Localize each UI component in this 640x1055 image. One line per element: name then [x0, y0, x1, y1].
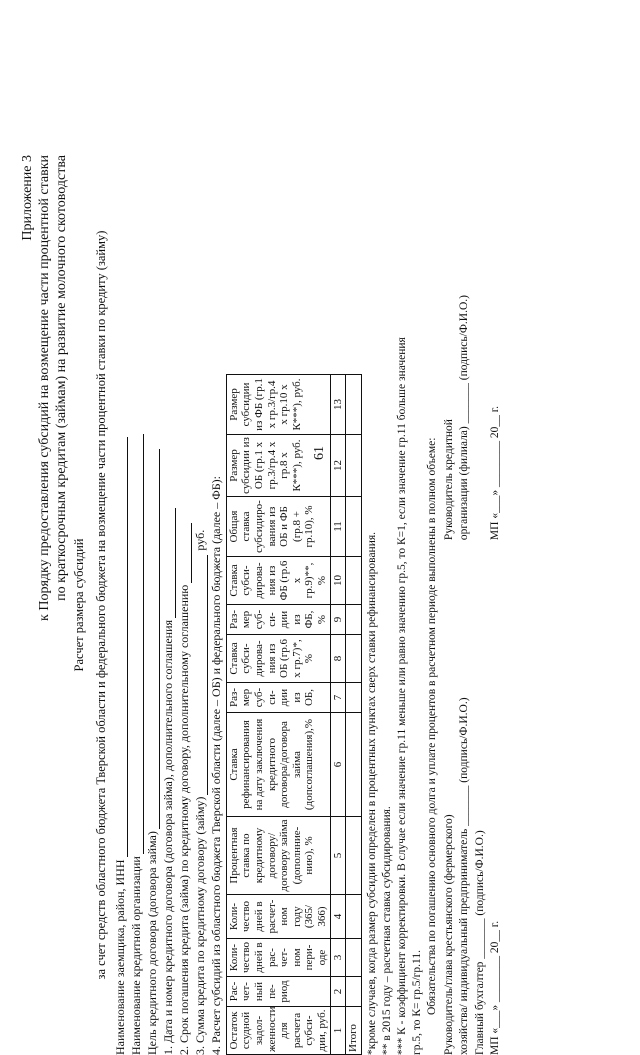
- table-cell: [346, 375, 362, 435]
- field-borrower: [112, 155, 128, 1055]
- column-number: 1: [330, 1007, 346, 1055]
- column-number: 3: [330, 939, 346, 977]
- table-header: Раз-мер суб-си-дии из ОБ,: [226, 683, 330, 713]
- column-number: 10: [330, 557, 346, 605]
- column-number: 6: [330, 713, 346, 817]
- field-label: Наименование заемщика, район, ИНН: [112, 859, 127, 1055]
- fill-line: [195, 555, 208, 795]
- field-purpose: [144, 155, 160, 1055]
- signature-line: организации (филиала) _______ (подпись/Ф.И.О.): [458, 295, 471, 541]
- field-date: [160, 155, 176, 1055]
- calc-title: Расчет размера субсидий: [72, 538, 87, 672]
- subsidy-table: [226, 374, 362, 1055]
- fill-line: [131, 434, 144, 854]
- document-sheet: [20, 155, 620, 1055]
- table-header: Размер субсидии из ФБ (гр.1 х гр.3/гр.4 х гр.10 х К***), руб.: [226, 375, 330, 435]
- table-header: Ставка субси-дирова-ния из ФБ (гр.6 х гр.9)**, %: [226, 557, 330, 605]
- table-cell: [346, 497, 362, 557]
- field-bank: [128, 155, 144, 1055]
- footnotes: [365, 155, 440, 1055]
- table-header: Остаток ссудной задол-женности для расчета субси-дии, руб.: [226, 1007, 330, 1055]
- column-number: 4: [330, 895, 346, 939]
- footnote: *кроме случаев, когда размер субсидии определен в процентных пунктах сверх ставки рефинансирования.: [366, 531, 379, 1055]
- signature-left: [442, 697, 504, 1055]
- column-number: 12: [330, 435, 346, 497]
- fill-line: [115, 437, 128, 857]
- table-header: Коли-чество дней в расчет-ном году (365/ 366): [226, 895, 330, 939]
- table-cell: [346, 683, 362, 713]
- signature-right: [442, 295, 504, 540]
- column-number: 2: [330, 977, 346, 1007]
- field-calc: [208, 155, 224, 1055]
- footnote: *** К - коэффициент корректировки. В случае если значение гр.11 меньше или равно значению гр.5, то К=1, если значение гр.11 больше значения: [395, 337, 408, 1055]
- column-number: 11: [330, 497, 346, 557]
- fill-line: [163, 508, 176, 618]
- field-label: 2. Срок погашения кредита (займа) по кредитному договору, дополнительному соглашению: [176, 584, 191, 1055]
- title-line-1: к Порядку предоставления субсидий на возмещение части процентной ставки: [36, 155, 52, 621]
- field-sum: [192, 155, 208, 1055]
- subtitle: за счет средств областного бюджета Тверской области и федерального бюджета на возмещение части процентной ставки по кредиту (займу): [94, 230, 109, 980]
- signature-line: Главный бухгалтер _______ (подпись/Ф.И.О.): [473, 830, 486, 1055]
- table-header: Рас-чет-ный пе-риод: [226, 977, 330, 1007]
- table-number-row: [330, 375, 346, 1055]
- table-cell: [346, 713, 362, 817]
- column-number: 9: [330, 605, 346, 635]
- title-line-2: по краткосрочным кредитам (займам) на развитие молочного скотоводства: [53, 155, 69, 601]
- table-header: Ставка рефинансирования на дату заключения кредитного договора/договора займа (допсоглашения),%: [226, 713, 330, 817]
- table-cell: [346, 817, 362, 895]
- signature-line: Руководитель кредитной: [442, 419, 455, 541]
- signature-block: [442, 155, 504, 1055]
- footnote: гр.5, то К= гр.5/гр.11.: [410, 950, 423, 1055]
- footnote: ** в 2015 году – расчетная ставка субсидирования.: [380, 806, 393, 1055]
- table-cell: [346, 895, 362, 939]
- table-header: Ставка субси-дирова-ния из ОБ (гр.6 х гр.7)*, %: [226, 635, 330, 683]
- table-cell: [346, 635, 362, 683]
- field-label: 4. Расчет субсидий из областного бюджета Тверской области (далее – ОБ) и федерального бюджета (далее – ФБ):: [208, 476, 223, 1055]
- table-header-row: [226, 375, 330, 1055]
- table-cell: [346, 605, 362, 635]
- table-header: Процентная ставка по кредитному договору/ договору займа (дополнние-нию), %: [226, 817, 330, 895]
- table-header: Раз-мер суб-си-дии из ФБ, %: [226, 605, 330, 635]
- table-cell: [346, 557, 362, 605]
- table-header: Общая ставка субсидиро-вания из ОБ и ФБ (гр.8 + гр.10), %: [226, 497, 330, 557]
- fill-line: [147, 449, 160, 829]
- field-label: Наименование кредитной организации: [128, 856, 143, 1055]
- column-number: 5: [330, 817, 346, 895]
- column-number: 7: [330, 683, 346, 713]
- column-number: 8: [330, 635, 346, 683]
- signature-line: МП «___» ________ 20__ г.: [489, 406, 502, 541]
- field-label: Цель кредитного договора (договора займа): [144, 831, 159, 1055]
- appendix-label: Приложение 3: [20, 155, 35, 241]
- field-label: 3. Сумма кредита по кредитному договору (займу): [192, 796, 207, 1055]
- fill-line: [179, 523, 192, 583]
- table-header: Коли-чество дней в рас-чет-ном пери-оде: [226, 939, 330, 977]
- signature-line: Руководитель/глава крестьянского (фермерского): [442, 814, 455, 1055]
- field-term: [176, 155, 192, 1055]
- page-number: 61: [312, 446, 327, 460]
- signature-line: МП «___» ________ 20__ г.: [489, 920, 502, 1055]
- table-header: Размер субсидии из ОБ (гр.1 х гр.3/гр.4 х гр.8 х К***), руб.: [226, 435, 330, 497]
- signature-line: хозяйства/ индивидуальный предприниматель _______ (подпись/Ф.И.О.): [458, 697, 471, 1055]
- table-total-row: [346, 375, 362, 1055]
- table-cell: [346, 435, 362, 497]
- field-label: 1. Дата и номер кредитного договора (договора займа), дополнительного соглашения: [160, 619, 175, 1055]
- table-cell: [346, 977, 362, 1007]
- obligations-text: Обязательства по погашению основного долга и уплате процентов в расчетном периоде выполнены в полном объеме:: [425, 437, 438, 1015]
- table-cell: [346, 939, 362, 977]
- fields-block: [112, 155, 224, 1055]
- signature-line: [473, 295, 489, 540]
- column-number: 13: [330, 375, 346, 435]
- rub-label: руб.: [192, 529, 207, 551]
- total-label: Итого: [346, 1007, 362, 1055]
